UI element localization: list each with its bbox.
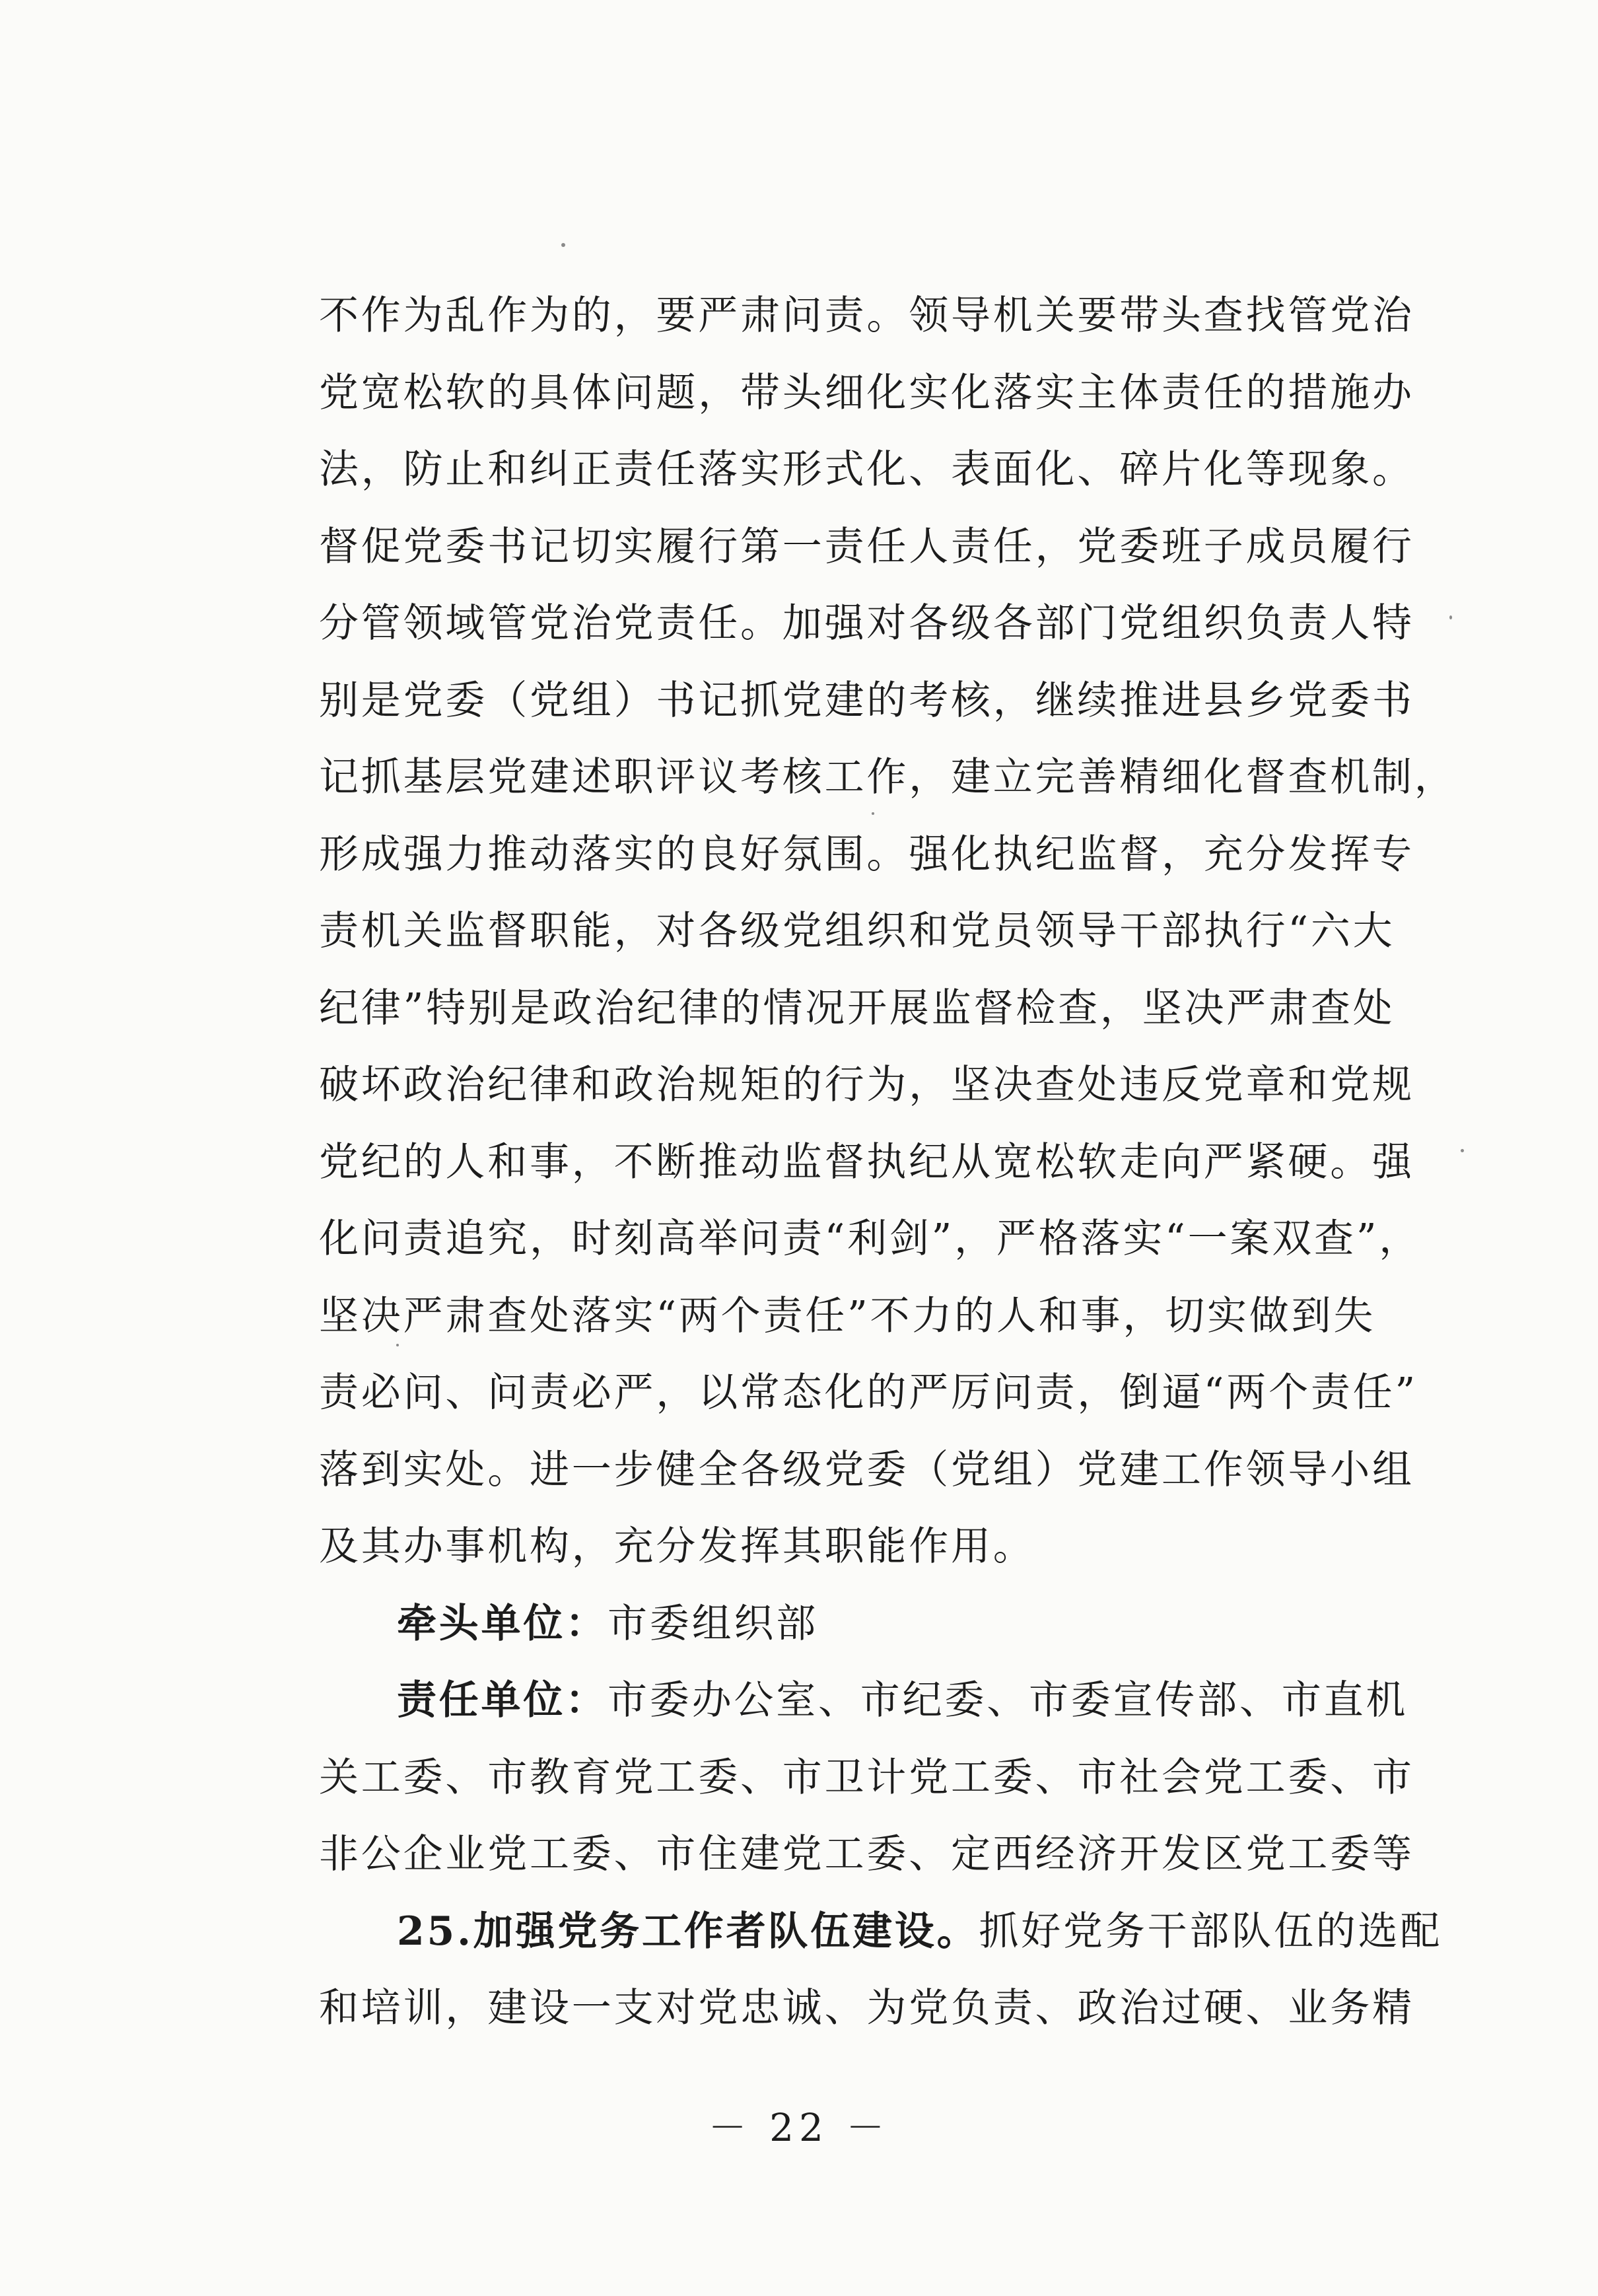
body-line: 形成强力推动落实的良好氛围。强化执纪监督，充分发挥专 [319,831,1414,878]
section-25-text: 抓好党务干部队伍的选配 [979,1908,1443,1955]
responsible-units-value: 市委办公室、市纪委、市委宣传部、市直机 [608,1677,1408,1723]
section-25-line [319,1893,1442,1970]
lead-unit-line [319,1585,1442,1663]
body-line: 破坏政治纪律和政治规矩的行为，坚决查处违反党章和党规 [319,1062,1414,1108]
body-line: 坚决严肃查处落实“两个责任”不力的人和事，切实做到失 [319,1292,1376,1339]
body-line: 党宽松软的具体问题，带头细化实化落实主体责任的措施办 [319,369,1414,416]
lead-unit-value: 市委组织部 [608,1600,818,1647]
body-line: 化问责追究，时刻高举问责“利剑”，严格落实“一案双查”， [319,1216,1422,1262]
responsible-units-line: 关工委、市教育党工委、市卫计党工委、市社会党工委、市 [319,1754,1414,1801]
scan-speck [1449,615,1452,619]
body-line: 及其办事机构，充分发挥其职能作用。 [319,1523,1035,1570]
section-25-line: 和培训，建设一支对党忠诚、为党负责、政治过硬、业务精 [319,1985,1414,2031]
responsible-units-label: 责任单位： [397,1677,608,1723]
page-number: － 22 － [708,2105,890,2150]
body-line: 落到实处。进一步健全各级党委（党组）党建工作领导小组 [319,1446,1414,1493]
responsible-units-line: 非公企业党工委、市住建党工委、定西经济开发区党工委等 [319,1831,1414,1877]
body-line: 记抓基层党建述职评议考核工作，建立完善精细化督查机制， [319,754,1457,800]
scan-speck [561,243,565,247]
body-line: 督促党委书记切实履行第一责任人责任，党委班子成员履行 [319,523,1414,570]
body-line: 党纪的人和事，不断推动监督执纪从宽松软走向严紧硬。强 [319,1138,1414,1185]
body-line: 不作为乱作为的，要严肃问责。领导机关要带头查找管党治 [319,293,1414,339]
body-line: 分管领域管党治党责任。加强对各级各部门党组织负责人特 [319,600,1414,646]
body-line: 责必问、问责必严，以常态化的严厉问责，倒逼“两个责任” [319,1370,1418,1416]
section-25-heading: 25.加强党务工作者队伍建设。 [397,1908,979,1955]
responsible-units-line [319,1662,1442,1739]
body-line: 别是党委（党组）书记抓党建的考核，继续推进县乡党委书 [319,677,1414,724]
scan-speck [1461,1149,1464,1152]
body-line: 纪律”特别是政治纪律的情况开展监督检查，坚决严肃查处 [319,985,1395,1031]
body-line: 法，防止和纠正责任落实形式化、表面化、碎片化等现象。 [319,446,1414,493]
lead-unit-label: 牵头单位： [397,1600,608,1647]
body-text [319,277,1457,2047]
body-line: 责机关监督职能，对各级党组织和党员领导干部执行“六大 [319,908,1395,954]
